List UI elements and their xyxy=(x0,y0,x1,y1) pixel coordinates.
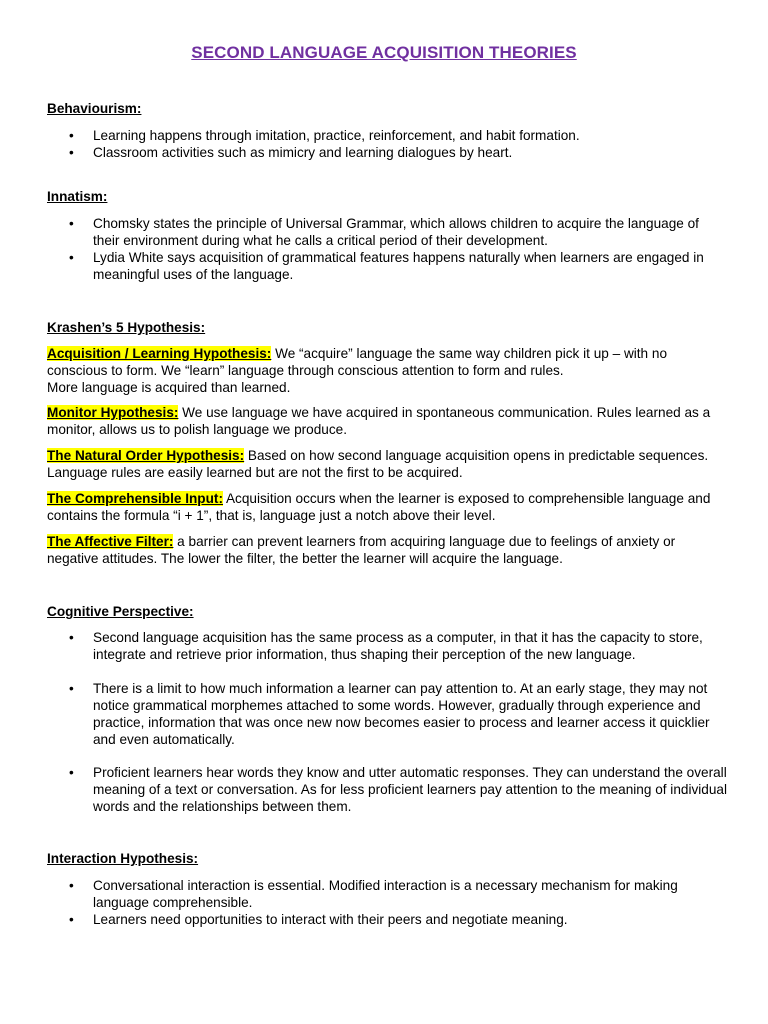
heading-krashen: Krashen’s 5 Hypothesis: xyxy=(47,320,206,335)
cognitive-list-3 xyxy=(47,764,727,815)
krashen-item-natural-order xyxy=(47,447,727,481)
list-item: • Learning happens through imitation, practice, reinforcement, and habit formation. xyxy=(47,127,727,144)
heading-cognitive: Cognitive Perspective: xyxy=(47,604,194,619)
krashen-item-affective-filter xyxy=(47,533,727,567)
hypothesis-label: Acquisition / Learning Hypothesis: xyxy=(47,346,272,361)
cognitive-list-1 xyxy=(47,629,727,663)
hypothesis-text: Acquisition occurs when the learner is exposed to comprehensible language and contains the formula “i + 1”, that is, language just a notch above their level. xyxy=(47,491,711,523)
list-item: • Second language acquisition has the same process as a computer, in that it has the capacity to store, integrate and retrieve prior information, thus shaping their perception of the new language. xyxy=(47,629,727,663)
list-item: • There is a limit to how much information a learner can pay attention to. At an early stage, they may not notice grammatical morphemes attached to some words. However, gradually through experience and practice, information that was once new now becomes easier to process and learner access it quicklier and even automatically. xyxy=(47,680,727,748)
list-item: • Proficient learners hear words they know and utter automatic responses. They can understand the overall meaning of a text or conversation. As for less proficient learners pay attention to the meaning of individual words and the relationships between them. xyxy=(47,764,727,815)
document-title: SECOND LANGUAGE ACQUISITION THEORIES xyxy=(191,43,577,62)
interaction-list xyxy=(47,877,727,928)
heading-behaviourism: Behaviourism: xyxy=(47,101,142,116)
krashen-item-comprehensible-input xyxy=(47,490,727,524)
list-item: • Classroom activities such as mimicry and learning dialogues by heart. xyxy=(47,144,727,161)
heading-innatism: Innatism: xyxy=(47,189,108,204)
cognitive-list-2 xyxy=(47,680,727,748)
hypothesis-text: Based on how second language acquisition opens in predictable sequences. Language rules are easily learned but are not the first to be acquired. xyxy=(47,448,709,480)
list-item: • Chomsky states the principle of Universal Grammar, which allows children to acquire the language of their environment during what he calls a critical period of their development. xyxy=(47,215,727,249)
hypothesis-label: The Affective Filter: xyxy=(47,534,174,549)
hypothesis-label: The Comprehensible Input: xyxy=(47,491,223,506)
hypothesis-text: We “acquire” language the same way children pick it up – with no conscious to form. We “learn” language through conscious attention to form and rules. xyxy=(47,346,668,378)
hypothesis-text: a barrier can prevent learners from acquiring language due to feelings of anxiety or negative attitudes. The lower the filter, the better the learner will acquire the language. xyxy=(47,534,676,566)
list-item: • Conversational interaction is essential. Modified interaction is a necessary mechanism for making language comprehensible. xyxy=(47,877,727,911)
hypothesis-label: The Natural Order Hypothesis: xyxy=(47,448,245,463)
krashen-item-monitor xyxy=(47,404,727,438)
krashen-item-acquisition-learning xyxy=(47,345,727,396)
hypothesis-label: Monitor Hypothesis: xyxy=(47,405,179,420)
behaviourism-list xyxy=(47,127,727,161)
innatism-list xyxy=(47,215,727,283)
heading-interaction: Interaction Hypothesis: xyxy=(47,851,199,866)
hypothesis-text: We use language we have acquired in spontaneous communication. Rules learned as a monitor, allows us to polish language we produce. xyxy=(47,405,711,437)
hypothesis-extra: More language is acquired than learned. xyxy=(47,380,291,395)
list-item: • Lydia White says acquisition of grammatical features happens naturally when learners are engaged in meaningful uses of the language. xyxy=(47,249,727,283)
list-item: • Learners need opportunities to interact with their peers and negotiate meaning. xyxy=(47,911,727,928)
